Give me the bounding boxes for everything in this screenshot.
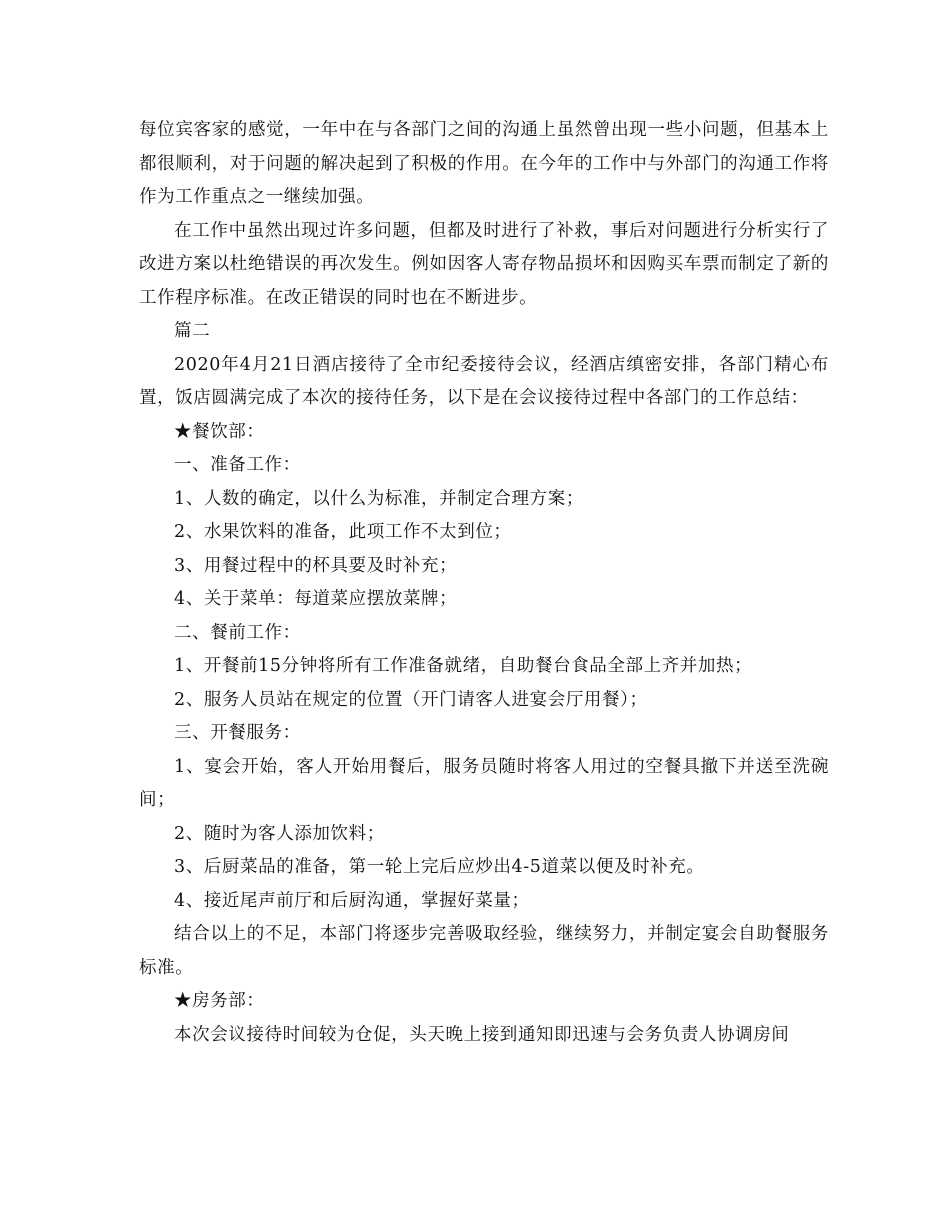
paragraph-housekeeping: 本次会议接待时间较为仓促，头天晚上接到通知即迅速与会务负责人协调房间 <box>174 1024 790 1045</box>
list-item: 4、关于菜单：每道菜应摆放菜牌； <box>174 589 458 609</box>
document-body <box>139 114 829 1052</box>
list-item: 3、后厨菜品的准备，第一轮上完后应炒出4-5道菜以便及时补充。 <box>174 857 705 877</box>
list-item: 3、用餐过程中的杯具要及时补充； <box>174 555 458 576</box>
subheading-preparation: 一、准备工作： <box>174 455 301 475</box>
list-item: 1、人数的确定，以什么为标准，并制定合理方案； <box>174 488 584 509</box>
department-heading-catering: ★餐饮部： <box>174 421 265 442</box>
paragraph-intro-continued: 每位宾客家的感觉，一年中在与各部门之间的沟通上虽然曾出现一些小问题，但基本上都很顺利，对于问题的解决起到了积极的作用。在今年的工作中与外部门的沟通工作将作为工作重点之一继续加强。 <box>139 120 829 207</box>
section-heading-part-two: 篇二 <box>174 321 211 341</box>
paragraph-conclusion: 结合以上的不足，本部门将逐步完善吸取经验，继续努力，并制定宴会自助餐服务标准。 <box>139 924 829 978</box>
list-item: 1、开餐前15分钟将所有工作准备就绪，自助餐台食品全部上齐并加热； <box>174 656 753 676</box>
department-heading-housekeeping: ★房务部： <box>174 991 265 1011</box>
list-item: 2、水果饮料的准备，此项工作不太到位； <box>174 522 512 542</box>
subheading-pre-meal: 二、餐前工作： <box>174 622 301 643</box>
list-item: 2、服务人员站在规定的位置（开门请客人进宴会厅用餐）； <box>174 689 648 710</box>
subheading-meal-service: 三、开餐服务： <box>174 723 301 743</box>
list-item: 4、接近尾声前厅和后厨沟通，掌握好菜量； <box>174 890 530 911</box>
paragraph-problem-solving: 在工作中虽然出现过许多问题，但都及时进行了补救，事后对问题进行分析实行了改进方案以杜绝错误的再次发生。例如因客人寄存物品损坏和因购买车票而制定了新的工作程序标准。在改正错误的同时也在不断进步。 <box>139 220 829 308</box>
list-item: 2、随时为客人添加饮料； <box>174 823 385 844</box>
list-item: 1、宴会开始，客人开始用餐后，服务员随时将客人用过的空餐具撤下并送至洗碗间； <box>139 756 829 810</box>
paragraph-meeting-summary: 2020年4月21日酒店接待了全市纪委接待会议，经酒店缜密安排，各部门精心布置，饭店圆满完成了本次的接待任务，以下是在会议接待过程中各部门的工作总结： <box>139 354 829 408</box>
